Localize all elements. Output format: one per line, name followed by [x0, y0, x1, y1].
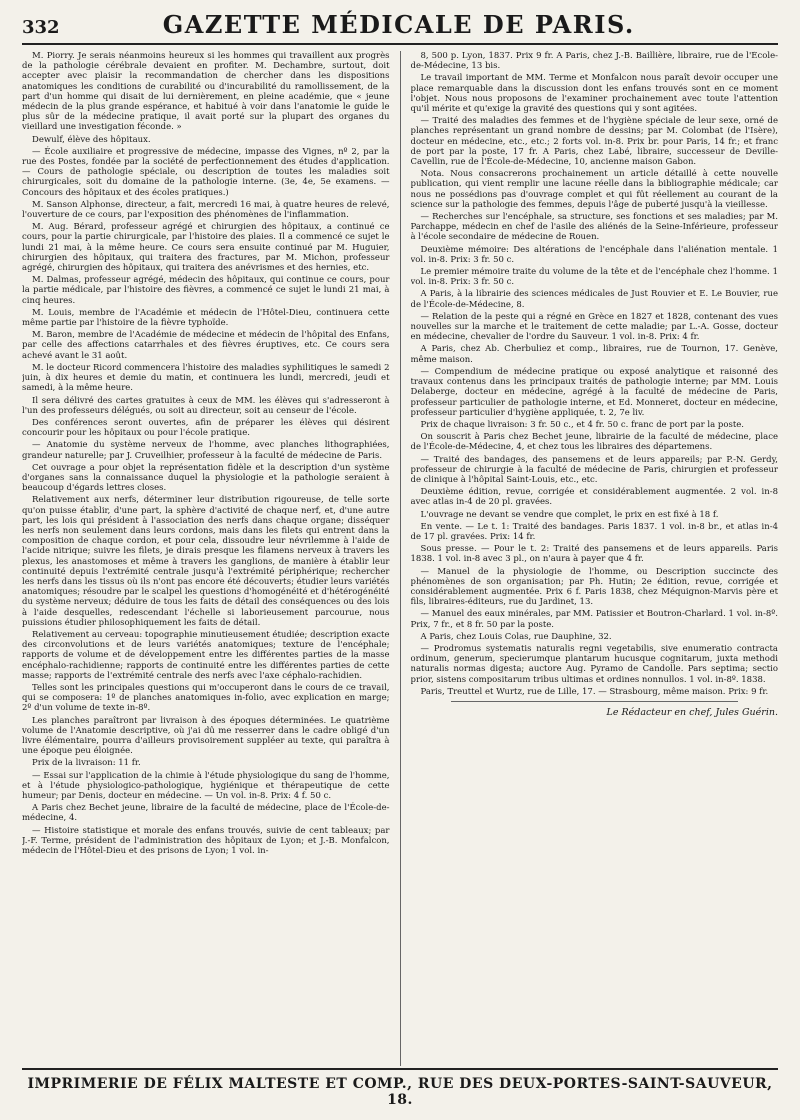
right-paragraph: L'ouvrage ne devant se vendre que complet, le prix en est fixé à 18 f.	[420, 509, 719, 520]
left-paragraph: — Anatomie du système nerveux de l'homme, avec planches lithographiées, grandeur naturelle; par J. Cruveilhier, professeur à la faculté de médecine de Paris.	[22, 440, 390, 461]
left-paragraph: Cet ouvrage a pour objet la représentation fidèle et la description d'un système d'organes sans la connaissance duquel la physiologie et la pathologie seraient à beaucoup d'égards lettres closes.	[22, 462, 390, 494]
left-paragraph: M. Dalmas, professeur agrégé, médecin des hôpitaux, qui continue ce cours, pour la partie médicale, par l'histoire des fièvres, a commencé ce sujet le lundi 21 mai, à cinq heures.	[22, 275, 390, 306]
right-paragraph: — Traité des maladies des femmes et de l'hygiène spéciale de leur sexe, orné de planches représentant un grand nombre de dessins; par M. Colombat (de l'Isère), docteur en médecine, etc., etc.; 2 forts vol. in-8. Prix br. pour Paris, 14 fr.; et franc de port par la poste, 17 fr. A Paris, chez Labé, libraire, successeur de Deville-Cavellin, rue de l'École-de-Médecine, 10, ancienne maison Gabon.	[410, 116, 778, 168]
right-paragraph: — Compendium de médecine pratique ou exposé analytique et raisonné des travaux contenus dans les principaux traités de pathologie interne; par MM. Louis Delaberge, docteur en médecine, agrégé à la faculté de médecine de Paris, professeur particulier de pathologie interne, et Ed. Monneret, docteur en médecine, professeur particulier d'hygiène appliquée, t. 2, 7e liv.	[410, 366, 778, 418]
right-paragraph: Prix de chaque livraison: 3 fr. 50 c., et 4 fr. 50 c. franc de port par la poste.	[420, 419, 744, 430]
left-paragraph: M. Louis, membre de l'Académie et médecin de l'Hôtel-Dieu, continuera cette même partie par l'histoire de la fièvre typhoïde.	[22, 307, 390, 329]
right-column	[411, 51, 779, 1066]
right-paragraph: Deuxième mémoire: Des altérations de l'encéphale dans l'aliénation mentale. 1 vol. in-8. Prix: 3 fr. 50 c.	[410, 244, 778, 265]
left-column	[22, 51, 390, 1066]
left-paragraph: — Essai sur l'application de la chimie à l'étude physiologique du sang de l'homme, et à l'étude physiologico-pathologique, hygiénique et thérapeutique de cette humeur; par Denis, docteur en médecine. — Un vol. in-8. Prix: 4 f. 50 c.	[22, 770, 390, 802]
right-paragraph: — Traité des bandages, des pansemens et de leurs appareils; par P.-N. Gerdy, professeur de chirurgie à la faculté de médecine de Paris, chirurgien et professeur de clinique à l'hôpital Saint-Louis, etc., etc.	[410, 454, 778, 485]
right-paragraph: 8, 500 p. Lyon, 1837. Prix 9 fr. A Paris, chez J.-B. Baillière, libraire, rue de l'École-de-Médecine, 13 bis.	[410, 51, 778, 72]
left-paragraph: M. Aug. Bérard, professeur agrégé et chirurgien des hôpitaux, a continué ce cours, pour la partie chirurgicale, par l'histoire des plaies. Il a commencé ce sujet le lundi 21 mai, à la même heure. Ce cours sera ensuite continué par M. Huguier, chirurgien des hôpitaux, qui traitera des fractures, par M. Michon, professeur agrégé, chirurgien des hôpitaux, qui traitera des anévrismes et des hernies, etc.	[22, 222, 390, 274]
left-paragraph: Telles sont les principales questions qui m'occuperont dans le cours de ce travail, qui se composera: 1º de planches anatomiques in-folio, avec explication en marge; 2º d'un volume de texte in-8º.	[22, 682, 390, 714]
columns	[22, 51, 778, 1066]
right-paragraph: Deuxième édition, revue, corrigée et considérablement augmentée. 2 vol. in-8 avec atlas in-4 de 20 pl. gravées.	[410, 487, 778, 508]
left-paragraph: Prix de la livraison: 11 fr.	[32, 758, 141, 769]
left-paragraph: Il sera délivré des cartes gratuites à ceux de MM. les élèves qui s'adresseront à l'un des professeurs délégués, ou soit au directeur, soit au censeur de l'école.	[22, 395, 390, 416]
left-paragraph: Relativement au cerveau: topographie minutieusement étudiée; description exacte des circonvolutions et de leurs variétés anatomiques; texture de l'encéphale; rapports de volume et de développement entre les différentes parties de la masse encéphalo-rachidienne; rapports de continuité entre les différentes parties de cette masse; rapports de l'extrémité centrale des nerfs avec l'axe céphalo-rachidien.	[22, 629, 390, 681]
left-paragraph: A Paris chez Bechet jeune, libraire de la faculté de médecine, place de l'École-de-médecine, 4.	[22, 803, 390, 824]
page-title: GAZETTE MÉDICALE DE PARIS.	[162, 10, 635, 39]
left-paragraph: M. Sanson Alphonse, directeur, a fait, mercredi 16 mai, à quatre heures de relevé, l'ouverture de ce cours, par l'exposition des phénomènes de l'inflammation.	[22, 199, 390, 221]
left-paragraph: — École auxiliaire et progressive de médecine, impasse des Vignes, nº 2, par la rue des Postes, fondée par la société de perfectionnement des études d'application. — Cours de pathologie spéciale, ou description de toutes les maladies soit chirurgicales, soit du domaine de la pathologie interne. (3e, 4e, 5e examens. — Concours des hôpitaux et des écoles pratiques.)	[22, 146, 390, 198]
right-paragraph: On souscrit à Paris chez Bechet jeune, librairie de la faculté de médecine, place de l'École-de-Médecine, 4, et chez tous les libraires des départemens.	[410, 432, 778, 453]
right-paragraph: Sous presse. — Pour le t. 2: Traité des pansemens et de leurs appareils. Paris 1838. 1 vol. in-8 avec 3 pl., on n'aura à payer que 4 fr.	[410, 544, 778, 565]
left-paragraph: M. Piorry. Je serais néanmoins heureux si les hommes qui travaillent aux progrès de la pathologie cérébrale devaient en profiter. M. Dechambre, surtout, doit accepter avec plaisir la recommandation de chercher dans les dispositions anatomiques les conditions de curabilité ou d'incurabilité du ramollissement, de la part d'un homme qui disait de lui dernièrement, en pleine académie, que « jeune médecin de la plus grande espérance, et habitué à voir dans l'anatomie le guide le plus sûr de la médecine pratique, il avait porté sur la plupart des organes du vieillard une investigation féconde. »	[22, 51, 390, 133]
right-paragraph: — Prodromus systematis naturalis regni vegetabilis, sive enumeratio contracta ordinum, generum, specierumque plantarum hucusque cognitarum, juxta methodi naturalis normas digesta; auctore Aug. Pyramo de Candolle. Pars septima; sectio prior, sistens compositarum tribus ultimas et ordines nonnullos. 1 vol. in-8º. 1838.	[410, 643, 778, 685]
left-paragraph: Dewulf, élève des hôpitaux.	[32, 134, 151, 145]
right-paragraph: En vente. — Le t. 1: Traité des bandages. Paris 1837. 1 vol. in-8 br., et atlas in-4 de 17 pl. gravées. Prix: 14 fr.	[410, 521, 778, 542]
page-number: 332	[22, 17, 60, 38]
left-paragraph: Les planches paraîtront par livraison à des époques déterminées. Le quatrième volume de l'Anatomie descriptive, où j'ai dû me resserrer dans le cadre obligé d'un livre élémentaire, pourra d'ailleurs provisoirement suppléer au texte, qui paraîtra à une époque peu éloignée.	[22, 715, 390, 757]
right-paragraph: Nota. Nous consacrerons prochainement un article détaillé à cette nouvelle publication, qui vient remplir une lacune réelle dans la bibliographie médicale; car nous ne possédions pas d'ouvrage complet et qui fût réellement au courant de la science sur la pathologie des femmes, depuis l'âge de puberté jusqu'à la vieillesse.	[410, 169, 778, 210]
right-paragraph: — Manuel des eaux minérales, par MM. Patissier et Boutron-Charlard. 1 vol. in-8º. Prix, 7 fr., et 8 fr. 50 par la poste.	[410, 609, 778, 630]
column-divider	[400, 51, 401, 1066]
right-paragraph: A Paris, à la librairie des sciences médicales de Just Rouvier et E. Le Bouvier, rue de l'École-de-Médecine, 8.	[410, 289, 778, 310]
left-paragraph: M. Baron, membre de l'Académie de médecine et médecin de l'hôpital des Enfans, par celle des affections catarrhales et des fièvres éruptives, etc. Ce cours sera achevé avant le 31 août.	[22, 330, 390, 361]
right-paragraph: A Paris, chez Ab. Cherbuliez et comp., libraires, rue de Tournon, 17. Genève, même maison.	[410, 344, 778, 365]
left-paragraph: — Histoire statistique et morale des enfans trouvés, suivie de cent tableaux; par J.-F. Terme, président de l'administration des hôpitaux de Lyon; et J.-B. Monfalcon, médecin de l'Hôtel-Dieu et des prisons de Lyon; 1 vol. in-	[22, 825, 390, 857]
right-paragraph: — Recherches sur l'encéphale, sa structure, ses fonctions et ses maladies; par M. Parchappe, médecin en chef de l'asile des aliénés de la Seine-Inférieure, professeur à l'école secondaire de médecine de Rouen.	[410, 212, 778, 243]
right-paragraph: A Paris, chez Louis Colas, rue Dauphine, 32.	[420, 631, 612, 642]
right-paragraph: Le travail important de MM. Terme et Monfalcon nous paraît devoir occuper une place remarquable dans la discussion dont les enfans trouvés sont en ce moment l'objet. Nous nous proposons de l'examiner prochainement avec toute l'attention qu'il mérite et qu'exige la gravité des questions qui y sont agitées.	[410, 73, 778, 115]
signature-rule	[451, 701, 739, 702]
editor-signature: Le Rédacteur en chef, Jules Guérin.	[606, 706, 778, 718]
right-paragraph: — Relation de la peste qui a régné en Grèce en 1827 et 1828, contenant des vues nouvelles sur la marche et le traitement de cette maladie; par L.-A. Gosse, docteur en médecine, chevalier de l'ordre du Sauveur. 1 vol. in-8. Prix: 4 fr.	[410, 311, 778, 343]
right-paragraph: Paris, Treuttel et Wurtz, rue de Lille, 17. — Strasbourg, même maison. Prix: 9 fr.	[420, 686, 769, 697]
printer-imprint: IMPRIMERIE DE FÉLIX MALTESTE ET COMP., RUE DES DEUX-PORTES-SAINT-SAUVEUR, 18.	[22, 1068, 778, 1108]
right-paragraph: Le premier mémoire traite du volume de la tête et de l'encéphale chez l'homme. 1 vol. in-8. Prix: 3 fr. 50 c.	[410, 267, 778, 288]
left-paragraph: Relativement aux nerfs, déterminer leur distribution rigoureuse, de telle sorte qu'on puisse établir, d'une part, la sphère d'activité de chaque nerf, et, d'une autre part, les lois qui président à l'association des nerfs dans chaque organe; disséquer les nerfs non seulement dans leurs cordons, mais dans les filets qui entrent dans la composition de chaque cordon, et pour cela, dissoudre leur névrilemme à l'aide de l'acide nitrique; suivre les filets, je dirais presque les filamens nerveux à travers les plexus, les anastomoses et même à travers les ganglions, de manière à établir leur continuité depuis l'extrémité centrale jusqu'à l'extrémité périphérique; rechercher les nerfs dans les tissus où ils n'ont pas encore été découverts; étudier leurs variétés anatomiques; résoudre par le scalpel les questions d'homogénéité et d'hétérogénéité du système nerveux; déduire de tous les faits de détail des conséquences ou des lois à l'aide desquelles, redescendant l'échelle si laborieusement parcourue, nous puissions étudier philosophiquement les faits de détail.	[22, 495, 390, 628]
right-paragraph: — Manuel de la physiologie de l'homme, ou Description succincte des phénomènes de son organisation; par Ph. Hutin; 2e édition, revue, corrigée et considérablement augmentée. Prix 6 f. Paris 1838, chez Méquignon-Marvis père et fils, libraires-éditeurs, rue du Jardinet, 13.	[410, 566, 778, 608]
masthead	[22, 10, 778, 45]
left-paragraph: M. le docteur Ricord commencera l'histoire des maladies syphilitiques le samedi 2 juin, à dix heures et demie du matin, et continuera les lundi, mercredi, jeudi et samedi, à la même heure.	[22, 362, 390, 394]
left-paragraph: Des conférences seront ouvertes, afin de préparer les élèves qui désirent concourir pour les hôpitaux ou pour l'école pratique.	[22, 417, 390, 439]
